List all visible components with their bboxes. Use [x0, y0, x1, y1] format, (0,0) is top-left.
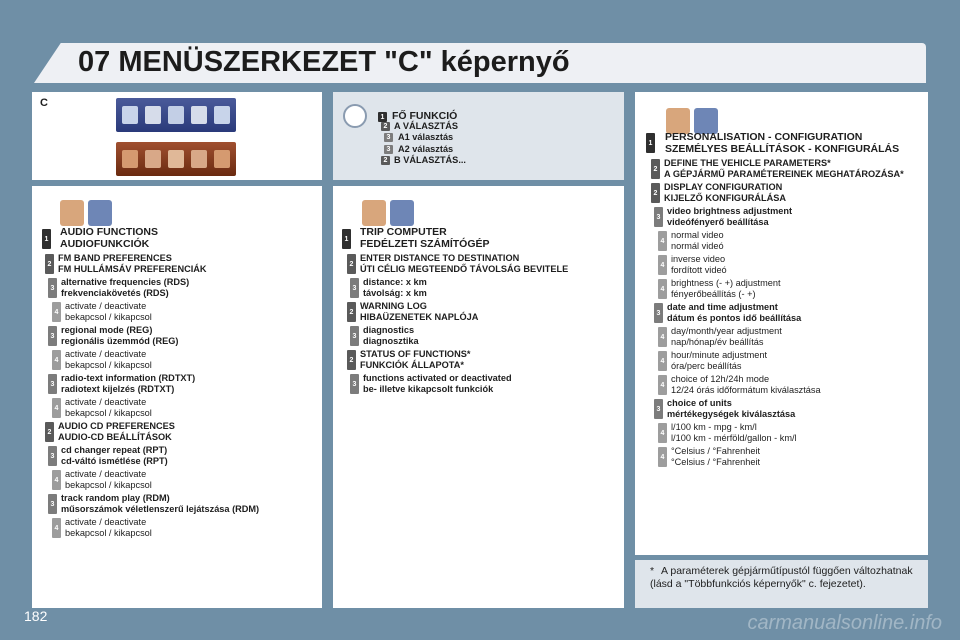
audio-item-line: activate / deactivate [65, 301, 147, 311]
trip-item-line: distance: x km [363, 277, 427, 287]
level-badge: 2 [651, 159, 660, 179]
trip-item-line: diagnosztika [363, 336, 419, 346]
personal-item-line: A GÉPJÁRMŰ PARAMÉTEREINEK MEGHATÁROZÁSA* [664, 169, 904, 179]
legend-choice-b: B VÁLASZTÁS... [394, 155, 466, 165]
level-badge: 4 [658, 231, 667, 251]
trip-item-line: HIBAÜZENETEK NAPLÓJA [360, 312, 479, 322]
level-badge: 4 [658, 279, 667, 299]
level-badge: 2 [347, 302, 356, 322]
level-badge: 2 [347, 254, 356, 274]
phone-icon [122, 150, 138, 168]
personal-item-line: °Celsius / °Fahrenheit [671, 446, 761, 456]
trip-item-line: ÚTI CÉLIG MEGTEENDŐ TÁVOLSÁG BEVITELE [360, 264, 569, 274]
personal-item-line: DEFINE THE VEHICLE PARAMETERS* [664, 158, 831, 168]
trip-item-line: FUNKCIÓK ÁLLAPOTA* [360, 360, 464, 370]
personal-item-line: brightness (- +) adjustment [671, 278, 781, 288]
trip-item-line: ENTER DISTANCE TO DESTINATION [360, 253, 520, 263]
personal-item-line: óra/perc beállítás [671, 361, 742, 371]
level-badge: 2 [381, 122, 390, 131]
audio-item-line: bekapcsol / kikapcsol [65, 480, 152, 490]
audio-item-line: activate / deactivate [65, 397, 147, 407]
level-badge: 4 [658, 375, 667, 395]
level-badge: 3 [48, 374, 57, 394]
toolbar-top [116, 98, 236, 132]
level-badge: 3 [654, 207, 663, 227]
level-badge: 1 [378, 112, 387, 122]
trip-item-line: be- illetve kikapcsolt funkciók [363, 384, 494, 394]
audio-item-line: radiotext kijelzés (RDTXT) [61, 384, 175, 394]
photo-icon [122, 106, 138, 124]
level-badge: 4 [658, 447, 667, 467]
audio-item-line: AUDIO-CD BEÁLLÍTÁSOK [58, 432, 172, 442]
personal-item-line: fordított videó [671, 265, 727, 275]
level-badge: 3 [350, 374, 359, 394]
level-badge: 2 [651, 183, 660, 203]
level-badge: 4 [658, 327, 667, 347]
level-badge: 4 [658, 255, 667, 275]
personal-item-line: day/month/year adjustment [671, 326, 782, 336]
audio-item-line: bekapcsol / kikapcsol [65, 312, 152, 322]
personal-item-line: choice of units [667, 398, 732, 408]
level-badge: 4 [52, 398, 61, 418]
audio-item-line: radio-text information (RDTXT) [61, 373, 196, 383]
audio-item-line: AUDIO CD PREFERENCES [58, 421, 175, 431]
audio-item-line: activate / deactivate [65, 517, 147, 527]
toolbar-bottom [116, 142, 236, 176]
level-badge: 4 [52, 350, 61, 370]
personal-item-line: hour/minute adjustment [671, 350, 768, 360]
level-badge: 4 [52, 518, 61, 538]
personal-item-line: 12/24 órás időformátum kiválasztása [671, 385, 821, 395]
audio-title-en: AUDIO FUNCTIONS [60, 226, 158, 238]
personal-item-line: video brightness adjustment [667, 206, 793, 216]
audio-item-line: regional mode (REG) [61, 325, 153, 335]
audio-item-line: activate / deactivate [65, 349, 147, 359]
footnote [650, 565, 920, 591]
page-number: 182 [24, 608, 48, 624]
personal-item-line: DISPLAY CONFIGURATION [664, 182, 783, 192]
fuel-pump-icon [362, 200, 386, 226]
audio-item-line: frekvenciakövetés (RDS) [61, 288, 169, 298]
level-badge: 1 [646, 133, 655, 153]
level-badge: 3 [48, 446, 57, 466]
personal-item-line: normál videó [671, 241, 724, 251]
personal-item-line: nap/hónap/év beállítás [671, 337, 764, 347]
audio-item-line: FM HULLÁMSÁV PREFERENCIÁK [58, 264, 207, 274]
level-badge: 4 [52, 302, 61, 322]
audio-item-line: műsorszámok véletlenszerű lejátszása (RDM) [61, 504, 260, 514]
personal-item-line: KIJELZŐ KONFIGURÁLÁSA [664, 193, 786, 203]
audio-item-line: FM BAND PREFERENCES [58, 253, 172, 263]
audio-item-line: regionális üzemmód (REG) [61, 336, 179, 346]
personal-item-line: dátum és pontos idő beállítása [667, 313, 802, 323]
trip-icon [390, 200, 414, 226]
level-badge: 4 [52, 470, 61, 490]
personal-item-line: choice of 12h/24h mode [671, 374, 770, 384]
trip-item-line: STATUS OF FUNCTIONS* [360, 349, 471, 359]
footnote-star: * [650, 565, 655, 577]
audio-item-line: bekapcsol / kikapcsol [65, 528, 152, 538]
list-icon [191, 106, 207, 124]
settings-icon [168, 106, 184, 124]
personal-item-line: l/100 km - mérföld/gallon - km/l [671, 433, 797, 443]
personal-item-line: l/100 km - mpg - km/l [671, 422, 757, 432]
trip-item-line: távolság: x km [363, 288, 427, 298]
personal-item-line: normal video [671, 230, 724, 240]
trip-item-line: diagnostics [363, 325, 415, 335]
fuel-icon [191, 150, 207, 168]
level-badge: 4 [658, 351, 667, 371]
legend-choice-a: A VÁLASZTÁS [394, 121, 458, 131]
personal-item-line: videófényerő beállítása [667, 217, 769, 227]
trip-title-en: TRIP COMPUTER [360, 226, 447, 238]
level-badge: 3 [350, 278, 359, 298]
panel-main-function [333, 92, 624, 180]
audio-item-line: bekapcsol / kikapcsol [65, 408, 152, 418]
trip-title-hu: FEDÉLZETI SZÁMÍTÓGÉP [360, 238, 490, 250]
level-badge: 4 [658, 423, 667, 443]
level-badge: 2 [381, 156, 390, 165]
legend-main-function: FŐ FUNKCIÓ [392, 110, 458, 122]
legend-choice-a2: A2 választás [398, 144, 454, 154]
level-badge: 3 [48, 278, 57, 298]
gauge-icon [214, 106, 230, 124]
audio-item-line: track random play (RDM) [61, 493, 170, 503]
level-badge: 2 [45, 422, 54, 442]
wrench-icon [214, 150, 230, 168]
screen-label: C [40, 97, 48, 109]
audio-icon [60, 200, 84, 226]
watermark: carmanualsonline.info [747, 612, 942, 634]
personal-item-line: °Celsius / °Fahrenheit [671, 457, 761, 467]
page-title: 07 MENÜSZERKEZET "C" képernyő [78, 46, 570, 78]
audio-item-line: bekapcsol / kikapcsol [65, 360, 152, 370]
audio-item-line: cd changer repeat (RPT) [61, 445, 168, 455]
trip-item-line: WARNING LOG [360, 301, 427, 311]
level-badge: 2 [45, 254, 54, 274]
level-badge: 3 [48, 326, 57, 346]
personal-item-line: inverse video [671, 254, 726, 264]
cd-icon [88, 200, 112, 226]
level-badge: 1 [342, 229, 351, 249]
level-badge: 3 [384, 145, 393, 154]
sun-settings-icon [343, 104, 367, 128]
music-icon [145, 150, 161, 168]
audio-item-line: cd-váltó ismétlése (RPT) [61, 456, 168, 466]
audio-item-line: activate / deactivate [65, 469, 147, 479]
personal-item-line: date and time adjustment [667, 302, 778, 312]
trip-item-line: functions activated or deactivated [363, 373, 512, 383]
personal-item-line: fényerőbeállítás (- +) [671, 289, 756, 299]
personal-title-hu: SZEMÉLYES BEÁLLÍTÁSOK - KONFIGURÁLÁS [665, 143, 900, 155]
level-badge: 1 [42, 229, 51, 249]
level-badge: 3 [48, 494, 57, 514]
level-badge: 3 [654, 399, 663, 419]
level-badge: 2 [347, 350, 356, 370]
level-badge: 3 [654, 303, 663, 323]
level-badge: 3 [384, 133, 393, 142]
personal-title-en: PERSONALISATION - CONFIGURATION [665, 131, 863, 143]
legend-choice-a1: A1 választás [398, 132, 454, 142]
footnote-text: A paraméterek gépjárműtípustól függően változhatnak (lásd a "Többfunkciós képernyők" c. fejezetet). [650, 565, 913, 590]
audio-title-hu: AUDIOFUNKCIÓK [60, 238, 150, 250]
personal-item-line: mértékegységek kiválasztása [667, 409, 796, 419]
audio-item-line: alternative frequencies (RDS) [61, 277, 190, 287]
document-icon [145, 106, 161, 124]
settings-icon [168, 150, 184, 168]
level-badge: 3 [350, 326, 359, 346]
